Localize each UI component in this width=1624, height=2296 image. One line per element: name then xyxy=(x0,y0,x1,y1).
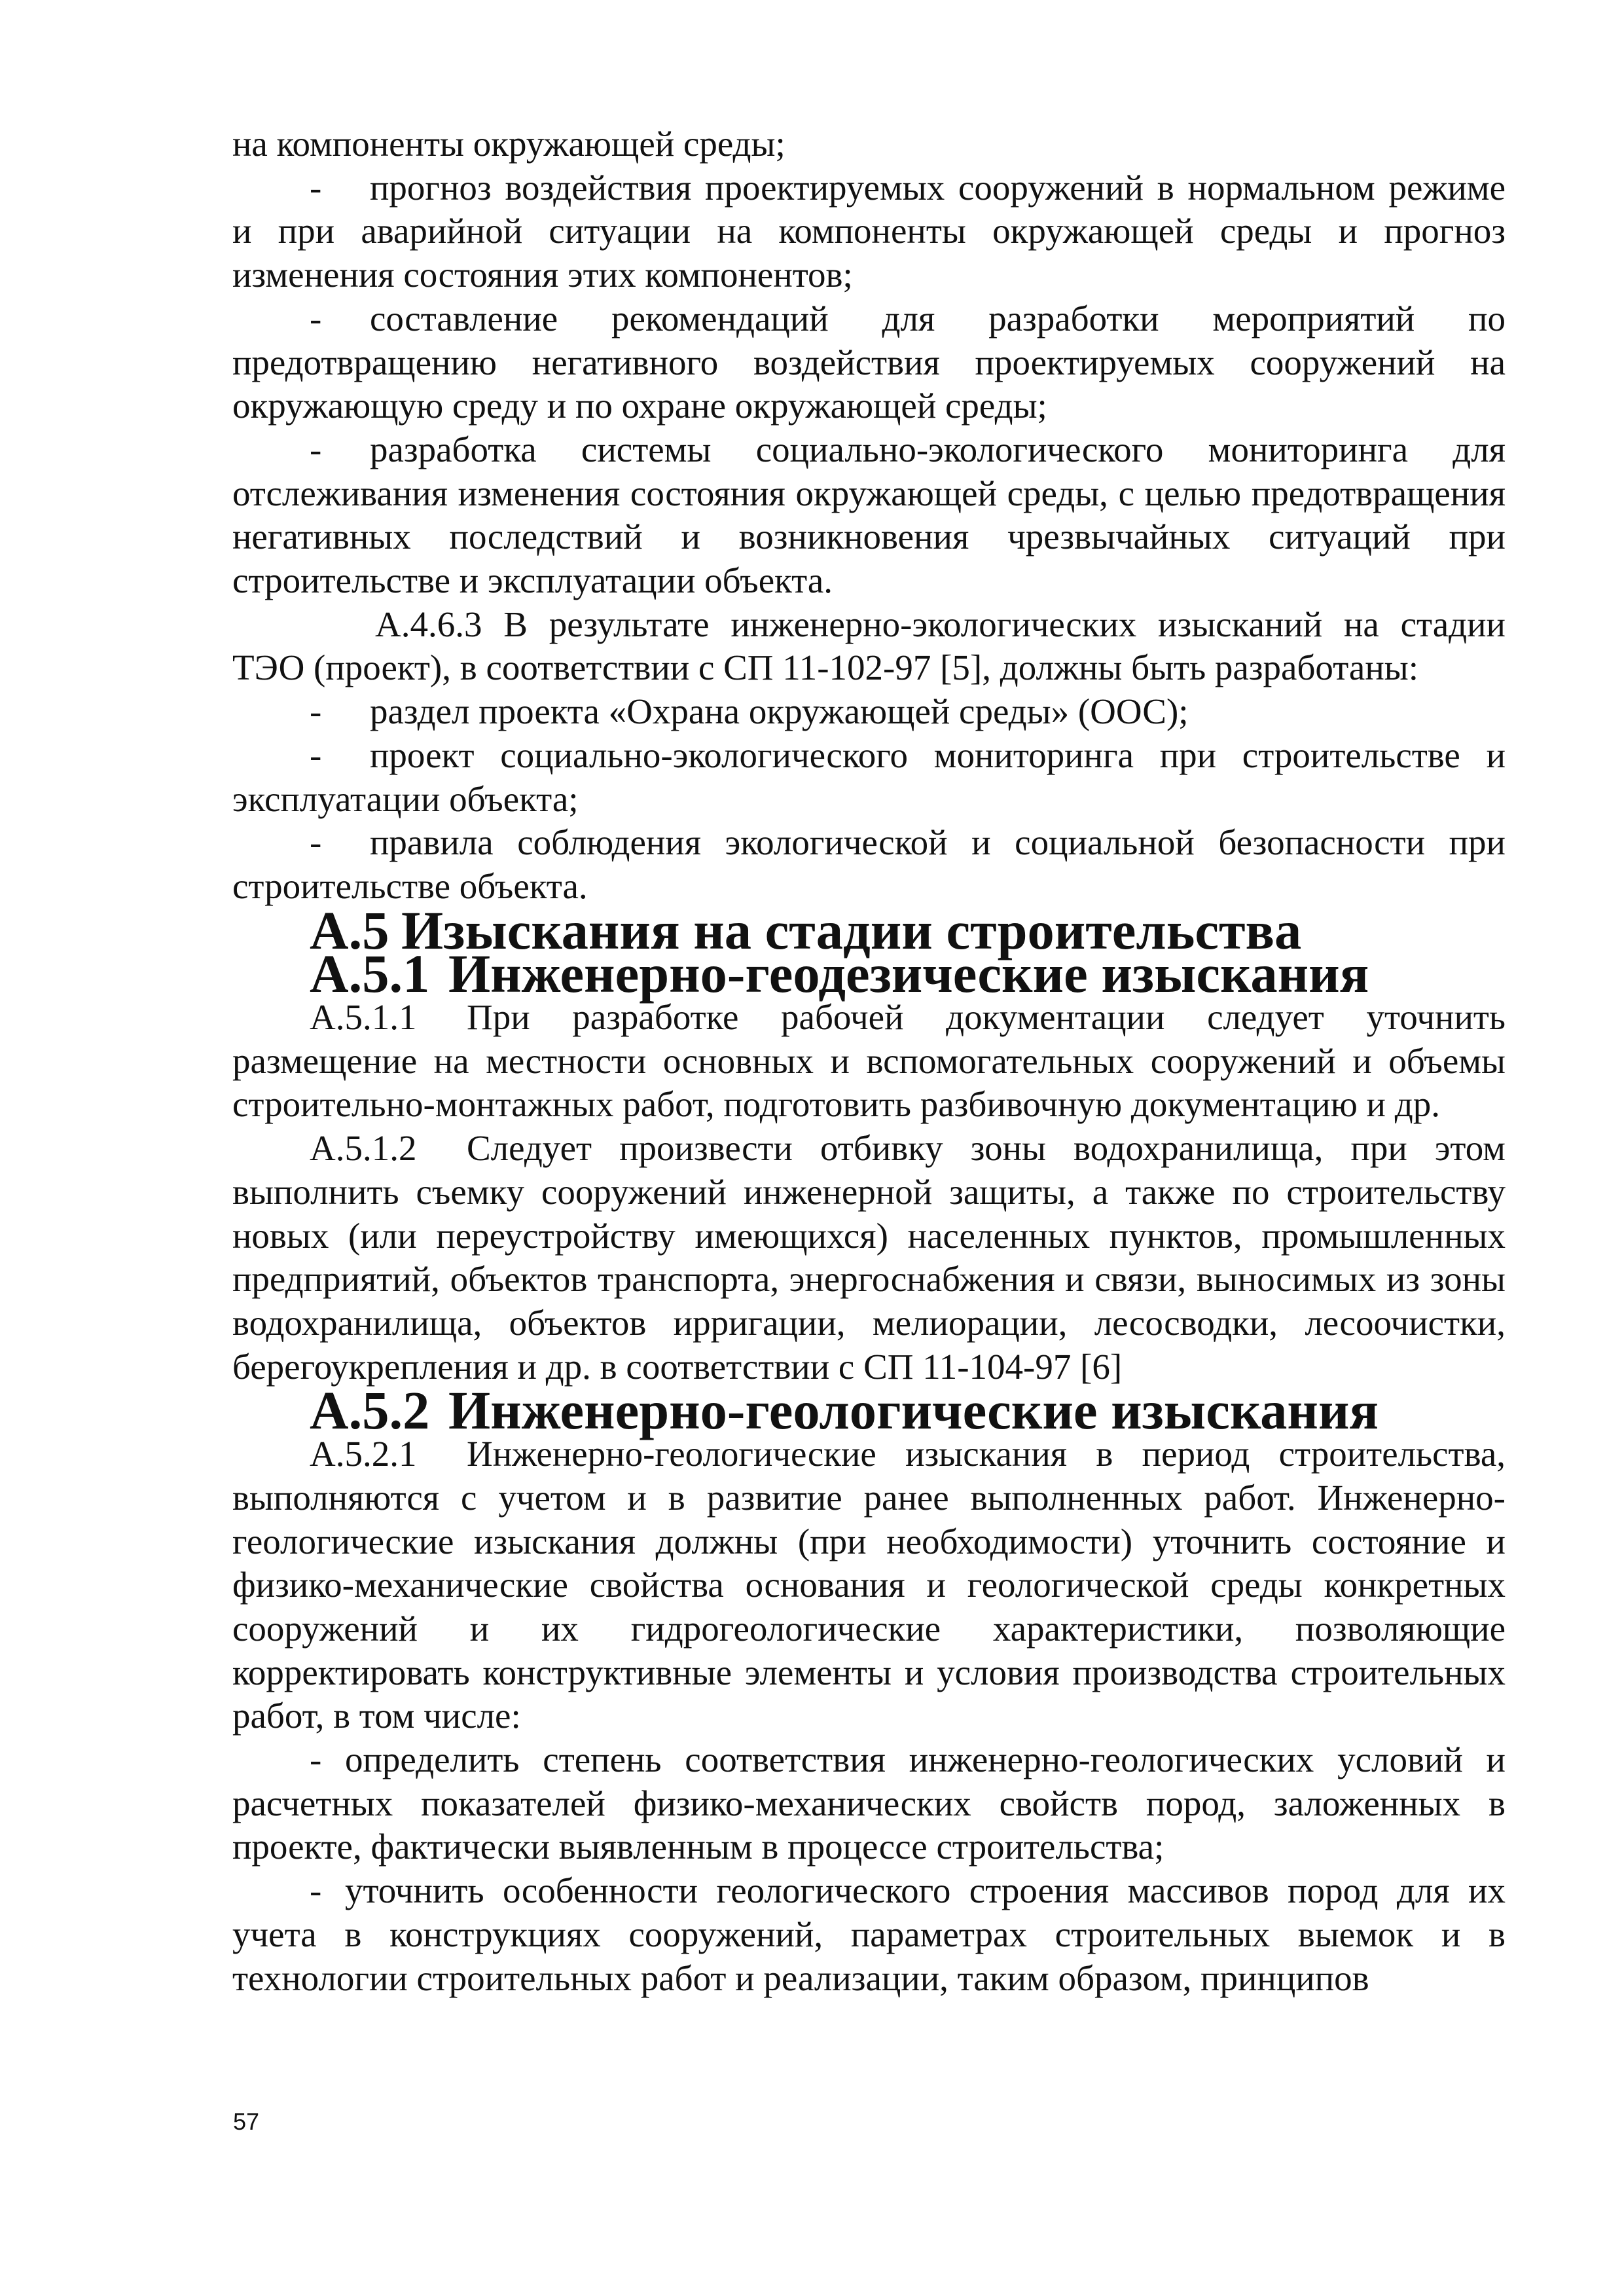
list-dash: - xyxy=(310,691,322,732)
page-number: 57 xyxy=(233,2108,260,2135)
section-number: А.5.1 xyxy=(310,943,430,1004)
list-item xyxy=(232,166,1506,297)
list-item xyxy=(232,428,1506,603)
list-dash: - xyxy=(310,298,322,338)
list-item xyxy=(232,690,1506,734)
clause-paragraph xyxy=(232,996,1506,1127)
clause-text: Инженерно-геологические изыскания в период строительства, выполняются с учетом и в развитие ранее выполненных работ. Инженерно-геологические изыскания должны (при необходимости) уточнить состояние и физико-механические свойства основания и геологической среды конкретных сооружений и их гидрогеологические характеристики, позволяющие корректировать конструктивные элементы и условия производства строительных работ, в том числе: xyxy=(232,1434,1506,1736)
list-item xyxy=(232,297,1506,428)
section-title: Инженерно-геологические изыскания xyxy=(448,1380,1379,1441)
section-heading xyxy=(232,1380,1506,1441)
clause-number: А.5.1.1 xyxy=(310,997,417,1038)
section-number: А.5.2 xyxy=(310,1380,430,1441)
list-item-text: определить степень соответствия инженерно-геологических условий и расчетных показателей физико-механических свойств пород, заложенных в проекте, фактически выявленным в процессе строительства; xyxy=(232,1740,1506,1867)
list-item xyxy=(232,821,1506,908)
list-item-text: составление рекомендаций для разработки мероприятий по предотвращению негативного воздействия проектируемых сооружений на окружающую среду и по охране окружающей среды; xyxy=(232,298,1506,426)
document-page xyxy=(232,122,1506,2000)
section-title: Изыскания на стадии строительства xyxy=(401,900,1302,960)
list-item-text: проект социально-экологического мониторинга при строительстве и эксплуатации объекта; xyxy=(232,735,1506,819)
list-item-text: раздел проекта «Охрана окружающей среды» (ООС); xyxy=(370,691,1189,732)
list-dash: - xyxy=(310,1740,322,1780)
list-item xyxy=(232,1738,1506,1869)
list-dash: - xyxy=(310,735,322,775)
section-title: Инженерно-геодезические изыскания xyxy=(448,943,1369,1004)
clause-text: При разработке рабочей документации следует уточнить размещение на местности основных и вспомогательных сооружений и объемы строительно-монтажных работ, подготовить разбивочную документацию и др. xyxy=(232,997,1506,1125)
clause-paragraph xyxy=(232,1127,1506,1389)
clause-text: Следует произвести отбивку зоны водохранилища, при этом выполнить съемку сооружений инженерной защиты, а также по строительству новых (или переустройству имеющихся) населенных пунктов, промышленных предприятий, объектов транспорта, энергоснабжения и связи, выносимых из зоны водохранилища, объектов ирригации, мелиорации, лесосводки, лесоочистки, берегоукрепления и др. в соответствии с СП 11-104-97 [6] xyxy=(232,1128,1506,1387)
clause-number: А.5.2.1 xyxy=(310,1434,417,1474)
section-number: А.5 xyxy=(310,900,389,960)
list-item xyxy=(232,734,1506,821)
list-dash: - xyxy=(310,822,322,863)
list-item-text: правила соблюдения экологической и социальной безопасности при строительстве объекта. xyxy=(232,822,1506,906)
clause-number: А.5.1.2 xyxy=(310,1128,417,1169)
list-dash: - xyxy=(310,429,322,469)
list-dash: - xyxy=(310,167,322,208)
list-item-text: разработка системы социально-экологического мониторинга для отслеживания изменения состояния окружающей среды, с целью предотвращения негативных последствий и возникновения чрезвычайных ситуаций при строительстве и эксплуатации объекта. xyxy=(232,429,1506,601)
paragraph: А.4.6.3 В результате инженерно-экологических изысканий на стадии ТЭО (проект), в соответствии с СП 11-102-97 [5], должны быть разработаны: xyxy=(232,604,1506,688)
page-content xyxy=(232,122,1506,2000)
list-item xyxy=(232,1869,1506,2000)
clause-paragraph xyxy=(232,1432,1506,1738)
section-heading xyxy=(232,943,1506,1004)
paragraph: на компоненты окружающей среды; xyxy=(232,124,785,164)
list-dash: - xyxy=(310,1870,322,1911)
list-item-text: прогноз воздействия проектируемых сооружений в нормальном режиме и при аварийной ситуации на компоненты окружающей среды и прогноз изменения состояния этих компонентов; xyxy=(232,167,1506,295)
list-item-text: уточнить особенности геологического строения массивов пород для их учета в конструкциях сооружений, параметрах строительных выемок и в технологии строительных работ и реализации, таким образом, принципов xyxy=(232,1870,1506,1998)
